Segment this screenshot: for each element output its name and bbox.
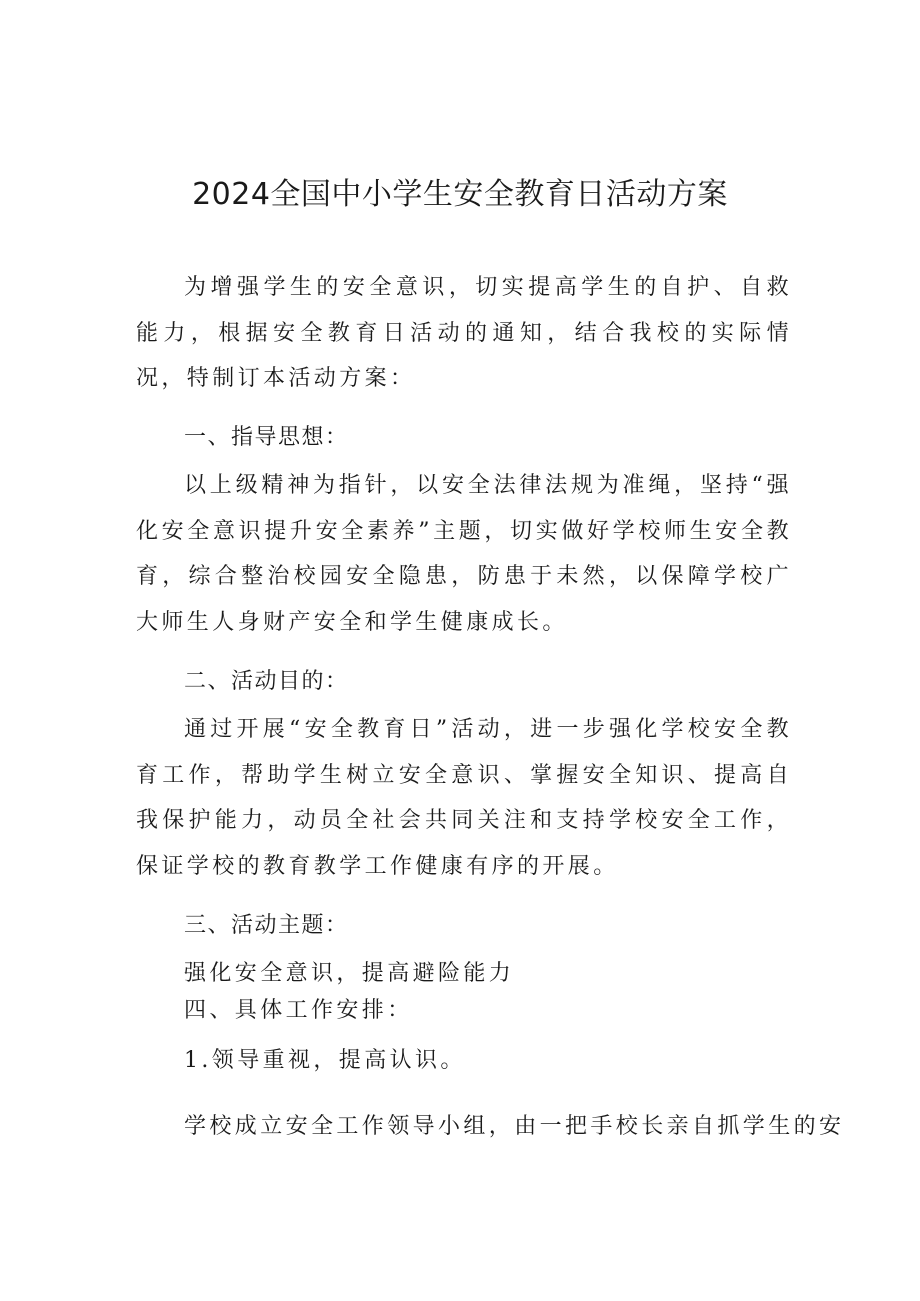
intro-paragraph: 为增强学生的安全意识，切实提高学生的自护、自救能力，根据安全教育日活动的通知，结合我校的实际情况，特制订本活动方案： bbox=[136, 275, 792, 392]
section-heading-activity-purpose: 二、活动目的： bbox=[184, 669, 349, 694]
section-heading-activity-theme: 三、活动主题： bbox=[184, 913, 349, 938]
list-item-leadership-body: 学校成立安全工作领导小组，由一把手校长亲自抓学生的安 bbox=[184, 1114, 845, 1139]
document-title: 2024全国中小学生安全教育日活动方案 bbox=[192, 177, 728, 212]
section-heading-guiding-thought: 一、指导思想： bbox=[184, 425, 349, 450]
section-body-guiding-thought: 以上级精神为指针，以安全法律法规为准绳，坚持“强化安全意识提升安全素养”主题，切实做好学校师生安全教育，综合整治校园安全隐患，防患于未然，以保障学校广大师生人身财产安全和学生健康成长。 bbox=[136, 473, 792, 635]
section-body-activity-theme: 强化安全意识，提高避险能力 bbox=[184, 961, 515, 986]
list-item-leadership: 1.领导重视，提高认识。 bbox=[184, 1048, 466, 1073]
section-body-activity-purpose: 通过开展“安全教育日”活动，进一步强化学校安全教育工作，帮助学生树立安全意识、掌握安全知识、提高自我保护能力，动员全社会共同关注和支持学校安全工作，保证学校的教育教学工作健康有序的开展。 bbox=[136, 717, 792, 879]
section-heading-work-arrangement: 四、具体工作安排： bbox=[184, 998, 413, 1023]
